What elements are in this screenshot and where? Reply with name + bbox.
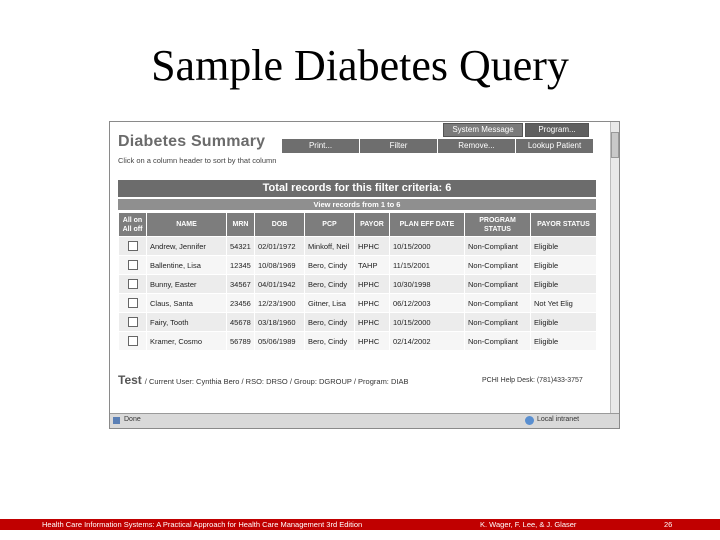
cell-program-status: Non-Compliant	[465, 332, 531, 351]
cell-pcp: Bero, Cindy	[305, 313, 355, 332]
program-button[interactable]: Program...	[525, 123, 589, 137]
cell-program-status: Non-Compliant	[465, 294, 531, 313]
col-header-mrn[interactable]: MRN	[227, 213, 255, 237]
top-button-group	[443, 123, 589, 137]
cell-mrn: 56789	[227, 332, 255, 351]
vertical-scrollbar[interactable]	[610, 122, 619, 414]
cell-plan-eff-date: 10/15/2000	[390, 237, 465, 256]
table-row[interactable]	[119, 313, 597, 332]
col-header-payor-status[interactable]: PAYOR STATUS	[531, 213, 597, 237]
table-header-row	[119, 213, 597, 237]
table-row[interactable]	[119, 294, 597, 313]
cell-plan-eff-date: 11/15/2001	[390, 256, 465, 275]
sort-hint: Click on a column header to sort by that column	[118, 156, 277, 165]
cell-payor: HPHC	[355, 313, 390, 332]
page-icon	[113, 417, 120, 424]
cell-program-status: Non-Compliant	[465, 275, 531, 294]
footer-authors: K. Wager, F. Lee, & J. Glaser	[480, 520, 577, 529]
app-screenshot	[109, 121, 620, 429]
cell-payor: HPHC	[355, 332, 390, 351]
cell-program-status: Non-Compliant	[465, 237, 531, 256]
col-header-name[interactable]: NAME	[147, 213, 227, 237]
cell-plan-eff-date: 10/30/1998	[390, 275, 465, 294]
status-zone: Local intranet	[537, 416, 580, 423]
globe-icon	[525, 416, 534, 425]
cell-pcp: Gitner, Lisa	[305, 294, 355, 313]
col-header-program-status[interactable]: PROGRAM STATUS	[465, 213, 531, 237]
cell-mrn: 45678	[227, 313, 255, 332]
cell-pcp: Bero, Cindy	[305, 256, 355, 275]
cell-payor-status: Eligible	[531, 313, 597, 332]
cell-name: Kramer, Cosmo	[147, 332, 227, 351]
cell-mrn: 12345	[227, 256, 255, 275]
row-select-cell	[119, 332, 147, 351]
slide-title: Sample Diabetes Query	[151, 41, 569, 90]
row-select-cell	[119, 313, 147, 332]
cell-payor: HPHC	[355, 294, 390, 313]
cell-dob: 04/01/1942	[255, 275, 305, 294]
cell-pcp: Bero, Cindy	[305, 332, 355, 351]
col-header-plan-eff-date[interactable]: PLAN EFF DATE	[390, 213, 465, 237]
help-desk-info: PCHI Help Desk: (781)433-3757	[482, 377, 583, 384]
app-title: Diabetes Summary	[118, 133, 266, 150]
table-row[interactable]	[119, 332, 597, 351]
status-done: Done	[124, 416, 141, 423]
row-checkbox[interactable]	[128, 336, 138, 346]
row-select-cell	[119, 256, 147, 275]
cell-program-status: Non-Compliant	[465, 256, 531, 275]
browser-status-bar	[110, 413, 619, 428]
col-header-pcp[interactable]: PCP	[305, 213, 355, 237]
footer-book-title: Health Care Information Systems: A Practical Approach for Health Care Management 3rd Edition	[42, 520, 363, 529]
cell-mrn: 23456	[227, 294, 255, 313]
cell-payor-status: Eligible	[531, 237, 597, 256]
row-select-cell	[119, 237, 147, 256]
test-label: Test	[118, 373, 142, 387]
cell-dob: 12/23/1900	[255, 294, 305, 313]
table-row[interactable]	[119, 237, 597, 256]
table-row[interactable]	[119, 275, 597, 294]
row-checkbox[interactable]	[128, 260, 138, 270]
cell-plan-eff-date: 02/14/2002	[390, 332, 465, 351]
filter-button[interactable]: Filter	[360, 139, 438, 153]
cell-mrn: 34567	[227, 275, 255, 294]
lookup-patient-button[interactable]: Lookup Patient	[516, 139, 594, 153]
cell-payor: TAHP	[355, 256, 390, 275]
row-checkbox[interactable]	[128, 317, 138, 327]
cell-name: Fairy, Tooth	[147, 313, 227, 332]
cell-name: Bunny, Easter	[147, 275, 227, 294]
cell-plan-eff-date: 10/15/2000	[390, 313, 465, 332]
cell-payor: HPHC	[355, 275, 390, 294]
cell-payor-status: Eligible	[531, 275, 597, 294]
slide-footer-bar	[0, 519, 720, 530]
cell-dob: 03/18/1960	[255, 313, 305, 332]
cell-name: Ballentine, Lisa	[147, 256, 227, 275]
user-info: / Current User: Cynthia Bero / RSO: DRSO / Group: DGROUP / Program: DIAB	[144, 377, 409, 386]
row-select-cell	[119, 294, 147, 313]
col-header-payor[interactable]: PAYOR	[355, 213, 390, 237]
col-header-dob[interactable]: DOB	[255, 213, 305, 237]
cell-payor-status: Eligible	[531, 256, 597, 275]
cell-payor: HPHC	[355, 237, 390, 256]
cell-payor-status: Eligible	[531, 332, 597, 351]
cell-pcp: Minkoff, Neil	[305, 237, 355, 256]
cell-dob: 10/08/1969	[255, 256, 305, 275]
cell-name: Claus, Santa	[147, 294, 227, 313]
col-header-select-all[interactable]: All on All off	[119, 213, 147, 237]
cell-dob: 05/06/1989	[255, 332, 305, 351]
cell-mrn: 54321	[227, 237, 255, 256]
system-message-button[interactable]: System Message	[443, 123, 523, 137]
remove-button[interactable]: Remove...	[438, 139, 516, 153]
row-select-cell	[119, 275, 147, 294]
cell-name: Andrew, Jennifer	[147, 237, 227, 256]
row-checkbox[interactable]	[128, 279, 138, 289]
view-records-bar: View records from 1 to 6	[118, 199, 596, 210]
row-checkbox[interactable]	[128, 298, 138, 308]
cell-program-status: Non-Compliant	[465, 313, 531, 332]
total-records-bar: Total records for this filter criteria: 6	[118, 180, 596, 197]
toolbar	[282, 139, 594, 153]
results-table	[118, 212, 597, 351]
scrollbar-thumb[interactable]	[611, 132, 619, 158]
cell-payor-status: Not Yet Elig	[531, 294, 597, 313]
cell-pcp: Bero, Cindy	[305, 275, 355, 294]
current-user-line	[118, 373, 408, 387]
cell-dob: 02/01/1972	[255, 237, 305, 256]
table-row[interactable]	[119, 256, 597, 275]
cell-plan-eff-date: 06/12/2003	[390, 294, 465, 313]
print-button[interactable]: Print...	[282, 139, 360, 153]
row-checkbox[interactable]	[128, 241, 138, 251]
footer-page-number: 26	[664, 520, 673, 529]
